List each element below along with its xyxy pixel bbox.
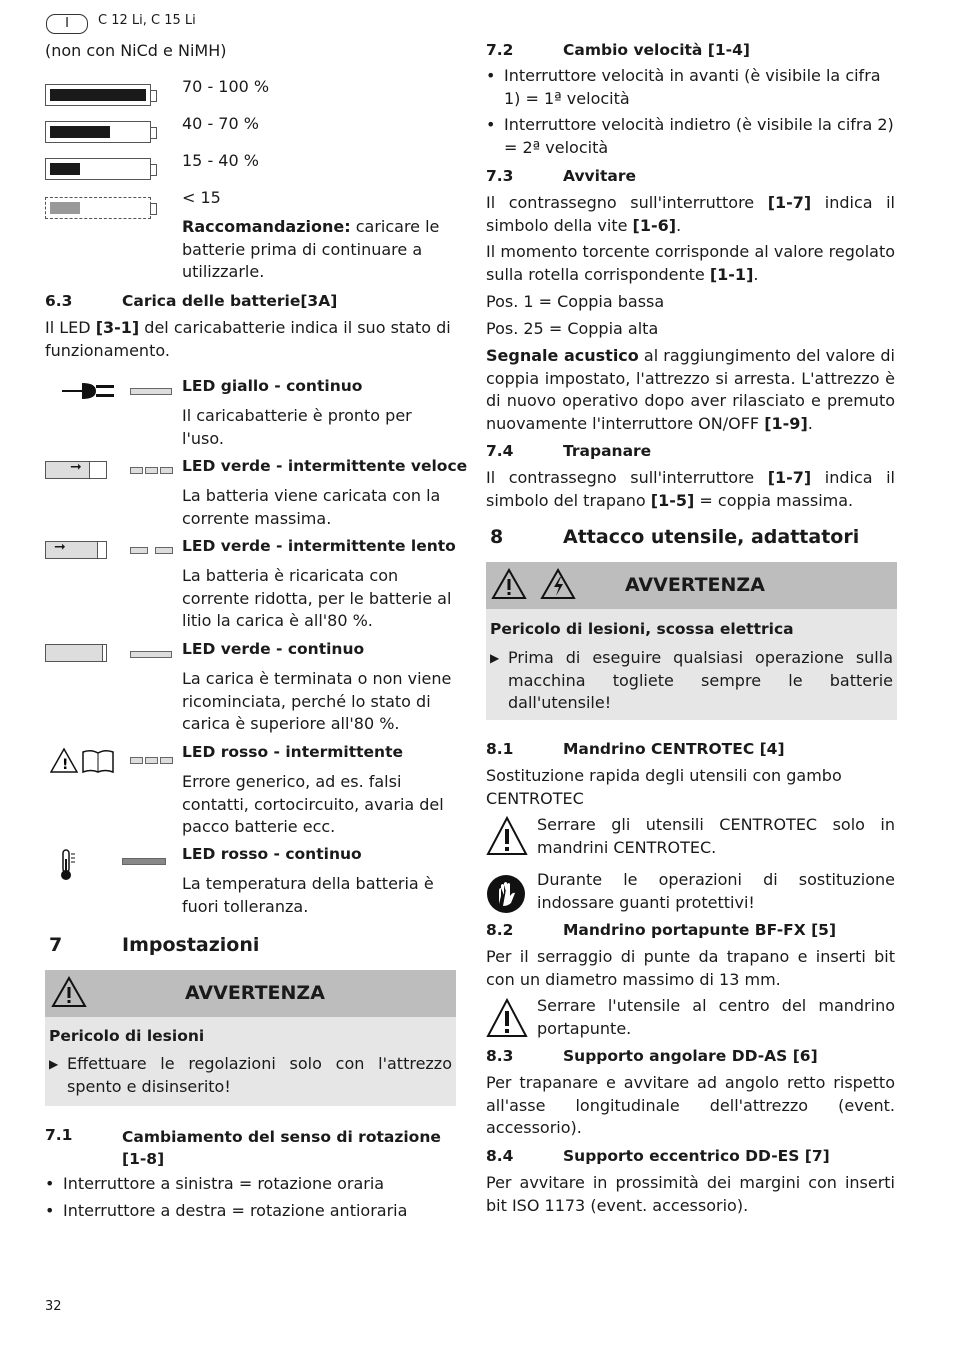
led-fast-blink-icon (145, 757, 158, 764)
warning-subtitle: Pericolo di lesioni, scossa elettrica (490, 620, 794, 638)
led-title: LED giallo - continuo (182, 377, 363, 395)
section-7-4-title: Trapanare (563, 442, 652, 460)
section-7-3-title: Avvitare (563, 167, 636, 185)
gloves-icon (486, 874, 526, 918)
section-8-4-number: 8.4 (486, 1147, 514, 1165)
section-8-4-title: Supporto eccentrico DD-ES [7] (563, 1147, 830, 1165)
section-7-3-number: 7.3 (486, 167, 514, 185)
led-desc: Il caricabatterie è pronto per l'uso. (182, 406, 412, 448)
battery-icon-medium (45, 158, 151, 180)
battery-icon-low-blinking (45, 197, 151, 219)
section-7-number: 7 (49, 934, 63, 956)
led-fast-blink-icon (130, 757, 143, 764)
section-8-title: Attacco utensile, adattatori (563, 526, 860, 548)
text-part: = coppia massima. (694, 490, 854, 510)
led-continuous-icon (130, 651, 172, 658)
page-number: 32 (45, 1299, 62, 1314)
section-6-3-number: 6.3 (45, 292, 73, 310)
level-label: 15 - 40 % (182, 151, 259, 170)
text-part: indica il simbolo della vite (486, 193, 895, 235)
intro-line: (non con NiCd e NiMH) (45, 41, 227, 60)
led-title: LED rosso - intermittente (182, 743, 404, 761)
led-continuous-icon (130, 388, 172, 395)
list-item-text: Interruttore velocità indietro (è visibile la cifra 2) = 2ª velocità (504, 115, 894, 157)
led-desc: La temperatura della batteria è fuori tolleranza. (182, 874, 434, 916)
section-7-2-number: 7.2 (486, 41, 514, 59)
bold-lead: Segnale acustico (486, 346, 639, 365)
led-desc: La batteria è ricaricata con corrente ridotta, per le batterie al litio la carica è all'80 %. (182, 566, 452, 630)
charging-battery-icon: ➞ (45, 461, 107, 479)
list-item-text: Interruttore a destra = rotazione antioraria (63, 1200, 408, 1220)
s84-text: Per avvitare in prossimità dei margini con inserti bit ISO 1173 (event. accessorio). (486, 1173, 895, 1215)
text-part: Il contrassegno sull'interruttore (486, 193, 768, 212)
recommendation (182, 216, 454, 284)
section-8-number: 8 (490, 526, 504, 548)
s74-para (486, 467, 895, 512)
language-label: I (65, 16, 69, 31)
led-fast-blink-icon (145, 467, 158, 474)
warning-triangle-icon (51, 976, 87, 1012)
plug-icon (62, 380, 118, 402)
led-slow-blink-icon (155, 547, 173, 554)
text-part: . (676, 215, 682, 235)
ref-label: [1-5] (650, 490, 695, 510)
text-part: Il momento torcente corrisponde al valore regolato sulla rotella corrispondente (486, 242, 895, 284)
battery-icon-high (45, 121, 151, 143)
level-label: 70 - 100 % (182, 77, 270, 96)
warning-box-header (45, 970, 456, 1017)
led-fast-blink-icon (160, 757, 173, 764)
rotation-list (45, 1173, 455, 1222)
section-7-4-number: 7.4 (486, 442, 514, 460)
s73-para2 (486, 241, 895, 286)
ref-label: [1-9] (764, 413, 808, 433)
led-title: LED verde - intermittente veloce (182, 457, 468, 475)
model-header: C 12 Li, C 15 Li (98, 13, 196, 28)
text-part: Il contrassegno sull'interruttore (486, 468, 768, 487)
language-badge (46, 14, 88, 34)
warning-box-header (486, 562, 897, 609)
section-8-2-title: Mandrino portapunte BF-FX [5] (563, 921, 837, 939)
warning-title: AVVERTENZA (625, 574, 765, 596)
electric-shock-icon (540, 568, 576, 604)
section-8-1-number: 8.1 (486, 740, 514, 758)
ref-label: [1-7] (767, 193, 812, 212)
recommendation-text: caricare le batterie prima di continuare a utilizzarle. (182, 217, 440, 281)
warning-triangle-icon (486, 998, 528, 1042)
ref-label: [1-7] (767, 468, 812, 487)
text-part: al raggiungimento del valore di coppia impostato, l'attrezzo si arresta. L'attrezzo è di nuovo operativo dopo aver rilasciato e premuto nuovamente l'interruttore ON/OFF (486, 346, 895, 433)
led-title: LED rosso - continuo (182, 845, 362, 863)
warning-text: Prima di eseguire qualsiasi operazione sulla macchina togliete sempre le batterie dall'utensile! (508, 648, 893, 712)
section-8-3-number: 8.3 (486, 1047, 514, 1065)
full-battery-icon (45, 644, 107, 662)
section-6-3-title: Carica delle batterie[3A] (122, 292, 338, 310)
bullet-arrow-icon: ▶ (490, 651, 500, 665)
ref-label: [1-6] (632, 215, 677, 235)
warning-box-body (486, 609, 897, 720)
text-part: Il LED (45, 318, 96, 337)
warning-subtitle: Pericolo di lesioni (49, 1027, 205, 1045)
text-part: . (807, 413, 813, 433)
text-part: . (753, 264, 759, 284)
warning-triangle-icon (491, 568, 527, 604)
s82-text: Per il serraggio di punte da trapano e inserti bit con un diametro massimo di 13 mm. (486, 947, 895, 989)
level-label: < 15 (182, 188, 221, 207)
section-8-1-title: Mandrino CENTROTEC [4] (563, 740, 785, 758)
s81-note2: Durante le operazioni di sostituzione indossare guanti protettivi! (537, 870, 895, 912)
section-7-title: Impostazioni (122, 934, 260, 956)
charging-battery-icon: ➞ (45, 541, 107, 559)
text-part: indica il simbolo del trapano (486, 468, 895, 510)
pos1-line: Pos. 1 = Coppia bassa (486, 292, 665, 311)
text-part: del caricabatterie indica il suo stato di funzionamento. (45, 318, 451, 360)
led-desc: Errore generico, ad es. falsi contatti, cortocircuito, avaria del pacco batterie ecc. (182, 772, 444, 836)
list-item: • Interruttore a sinistra = rotazione oraria (45, 1174, 385, 1193)
led-title: LED verde - continuo (182, 640, 365, 658)
section-6-3-text (45, 317, 455, 362)
list-item-text: Interruttore velocità in avanti (è visibile la cifra 1) = 1ª velocità (504, 66, 881, 108)
list-item: • Interruttore velocità indietro (è visibile la cifra 2) = 2ª velocità (486, 115, 894, 157)
list-item: • Interruttore a destra = rotazione antioraria (45, 1200, 408, 1220)
led-slow-blink-icon (130, 547, 148, 554)
warning-title: AVVERTENZA (185, 982, 325, 1004)
section-7-1-title: Cambiamento del senso di rotazione [1-8] (122, 1128, 441, 1168)
led-fast-blink-icon (130, 467, 143, 474)
svg-text:!: ! (62, 757, 69, 773)
bullet-arrow-icon: ▶ (49, 1057, 59, 1071)
s82-note: Serrare l'utensile al centro del mandrino portapunte. (537, 996, 895, 1038)
section-7-2-title: Cambio velocità [1-4] (563, 41, 750, 59)
ref-label: [3-1] (95, 318, 140, 337)
speed-list (486, 65, 896, 159)
list-item-text: Interruttore a sinistra = rotazione oraria (63, 1174, 385, 1193)
warning-box-body (45, 1017, 456, 1106)
warning-text: Effettuare le regolazioni solo con l'attrezzo spento e disinserito! (67, 1054, 452, 1096)
battery-icon-full (45, 84, 151, 106)
thermometer-icon (58, 849, 78, 881)
level-label: 40 - 70 % (182, 114, 259, 133)
ref-label: [1-1] (709, 264, 754, 284)
section-8-3-title: Supporto angolare DD-AS [6] (563, 1047, 818, 1065)
led-desc: La batteria viene caricata con la corrente massima. (182, 486, 441, 528)
section-7-1-number: 7.1 (45, 1126, 73, 1144)
pos25-line: Pos. 25 = Coppia alta (486, 319, 659, 338)
warning-triangle-icon (486, 816, 528, 860)
recommendation-label: Raccomandazione: (182, 217, 351, 236)
s81-text: Sostituzione rapida degli utensili con gambo CENTROTEC (486, 766, 842, 808)
s81-note1: Serrare gli utensili CENTROTEC solo in mandrini CENTROTEC. (537, 815, 895, 857)
led-desc: La carica è terminata o non viene ricominciata, perché lo stato di carica è superiore all'80 %. (182, 669, 452, 733)
s83-text: Per trapanare e avvitare ad angolo retto rispetto all'asse longitudinale dell'attrezzo (event. accessorio). (486, 1073, 895, 1137)
led-fast-blink-icon (160, 467, 173, 474)
s73-para1 (486, 192, 895, 237)
s73-para3 (486, 345, 895, 435)
list-item: • Interruttore velocità in avanti (è visibile la cifra 1) = 1ª velocità (486, 66, 881, 108)
led-red-continuous-icon (122, 858, 166, 865)
warning-manual-icon (50, 747, 116, 775)
led-title: LED verde - intermittente lento (182, 537, 456, 555)
section-8-2-number: 8.2 (486, 921, 514, 939)
